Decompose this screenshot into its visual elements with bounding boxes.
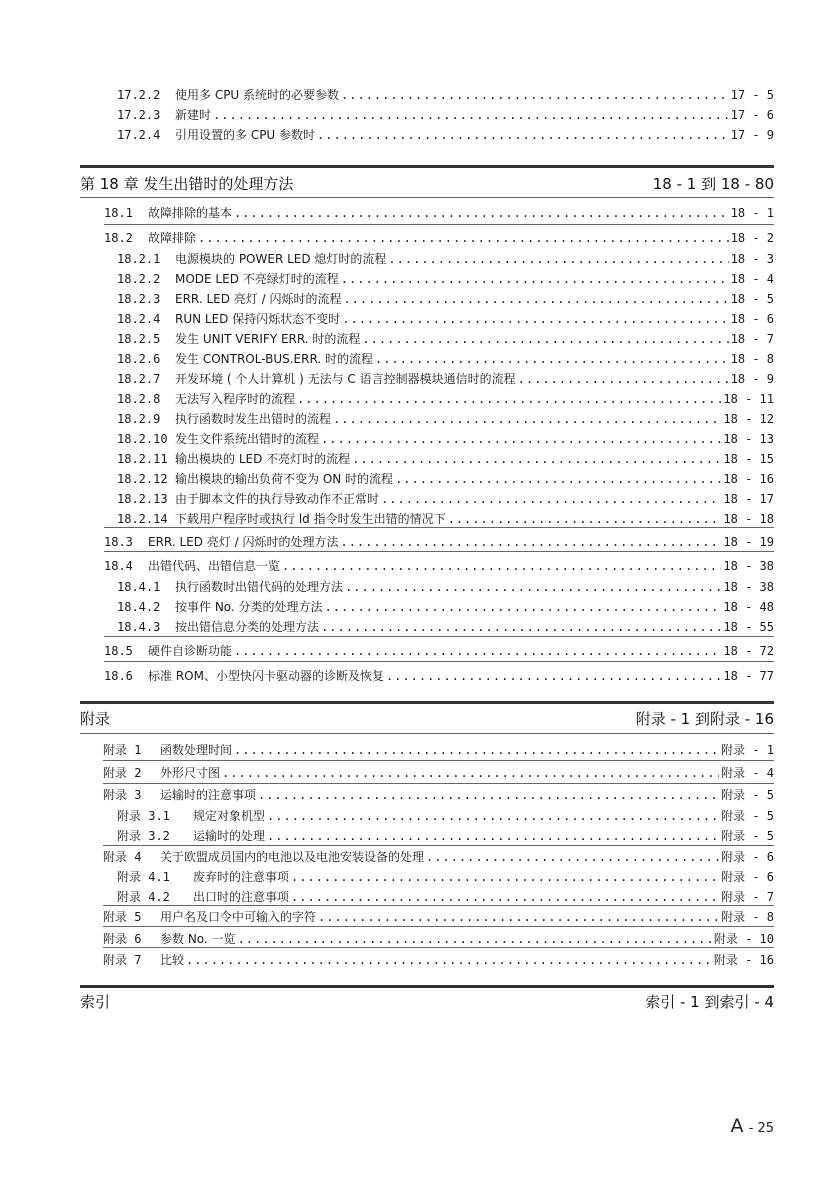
entry-title: 出错代码、出错信息一览 — [148, 559, 281, 573]
leader-dots — [448, 512, 722, 526]
entry-page: 18 - 3 — [730, 252, 774, 266]
leader-dots — [341, 272, 729, 286]
entry-title: 废弃时的注意事项 — [193, 870, 290, 884]
toc-entry-18-2-5[interactable] — [117, 330, 774, 347]
entry-page: 附录 - 16 — [713, 953, 774, 967]
entry-title: 故障排除 — [148, 231, 197, 245]
toc-entry-appendix-3-2[interactable] — [117, 827, 774, 844]
divider — [103, 783, 774, 784]
chapter-rule — [80, 701, 774, 704]
leader-dots — [518, 372, 729, 386]
entry-title: 参数 No. 一览 — [160, 932, 236, 946]
entry-title: 无法写入程序时的流程 — [175, 392, 296, 406]
leader-dots — [333, 412, 721, 426]
entry-page: 18 - 55 — [723, 620, 774, 634]
page-number — [731, 1115, 774, 1137]
entry-number: 18.2.1 — [117, 252, 161, 266]
toc-entry-appendix-3-1[interactable] — [117, 807, 774, 824]
entry-title: 用户名及口令中可输入的字符 — [160, 910, 317, 924]
entry-page: 18 - 17 — [723, 492, 774, 506]
leader-dots — [213, 108, 729, 122]
divider — [103, 926, 774, 927]
divider — [103, 947, 774, 948]
entry-title: 新建时 — [175, 108, 212, 122]
entry-page: 附录 - 5 — [721, 829, 774, 843]
leader-dots — [198, 231, 729, 245]
entry-page: 18 - 8 — [730, 352, 774, 366]
chapter-rule — [80, 165, 774, 168]
entry-number: 18.6 — [104, 669, 133, 683]
entry-number: 18.2.8 — [117, 392, 161, 406]
leader-dots — [343, 292, 728, 306]
leader-dots — [297, 392, 721, 406]
page-num: - 25 — [748, 1121, 774, 1136]
toc-entry-18-2-8[interactable] — [117, 390, 774, 407]
entry-number: 附录 6 — [103, 932, 142, 946]
entry-title: 函数处理时间 — [160, 743, 233, 757]
entry-page: 18 - 48 — [723, 600, 774, 614]
entry-number: 18.2.10 — [117, 432, 168, 446]
entry-number: 附录 4 — [103, 850, 142, 864]
leader-dots — [375, 352, 729, 366]
leader-dots — [325, 600, 722, 614]
leader-dots — [317, 128, 729, 142]
entry-title: 硬件自诊断功能 — [148, 644, 233, 658]
leader-dots — [352, 452, 721, 466]
entry-number: 附录 3 — [103, 788, 142, 802]
divider — [104, 551, 774, 552]
divider — [103, 845, 774, 846]
index-pages: 索引 - 1 到索引 - 4 — [645, 993, 774, 1011]
leader-dots — [388, 252, 728, 266]
entry-number: 18.4.1 — [117, 580, 161, 594]
entry-number: 18.5 — [104, 644, 133, 658]
entry-page: 18 - 7 — [730, 332, 774, 346]
entry-page: 附录 - 5 — [721, 809, 774, 823]
divider — [104, 224, 774, 225]
entry-title: 运输时的处理 — [193, 829, 266, 843]
toc-entry-18-2[interactable] — [104, 229, 774, 246]
toc-entry-18-4-2[interactable] — [117, 598, 774, 615]
toc-entry-17-2-4[interactable] — [117, 126, 774, 143]
entry-number: 附录 5 — [103, 910, 142, 924]
entry-number: 附录 2 — [103, 766, 142, 780]
entry-number: 18.2.2 — [117, 272, 161, 286]
appendix-pages: 附录 - 1 到附录 - 16 — [635, 710, 774, 728]
entry-number: 18.2.7 — [117, 372, 161, 386]
leader-dots — [321, 620, 721, 634]
leader-dots — [238, 932, 712, 946]
entry-number: 18.2.4 — [117, 312, 161, 326]
leader-dots — [395, 472, 721, 486]
leader-dots — [186, 953, 712, 967]
entry-title: 下载用户程序时或执行 ld 指令时发生出错的情况下 — [175, 512, 446, 526]
entry-page: 附录 - 1 — [721, 743, 774, 757]
entry-page: 18 - 12 — [723, 412, 774, 426]
leader-dots — [340, 535, 721, 549]
entry-number: 18.2.12 — [117, 472, 168, 486]
entry-number: 17.2.2 — [117, 88, 161, 102]
toc-entry-appendix-4[interactable] — [103, 848, 774, 865]
entry-title: 开发环境 ( 个人计算机 ) 无法与 C 语言控制器模块通信时的流程 — [175, 372, 516, 386]
toc-entry-appendix-1[interactable] — [103, 741, 774, 758]
toc-entry-18-4-3[interactable] — [117, 618, 774, 635]
entry-number: 18.2.13 — [117, 492, 168, 506]
leader-dots — [234, 743, 719, 757]
toc-entry-18-1[interactable] — [104, 204, 774, 221]
leader-dots — [258, 788, 719, 802]
entry-title: 输出模块的输出负荷不变为 ON 时的流程 — [175, 472, 394, 486]
entry-number: 附录 3.1 — [117, 809, 170, 823]
leader-dots — [381, 492, 721, 506]
entry-title: 由于脚本文件的执行导致动作不正常时 — [175, 492, 380, 506]
entry-number: 18.2.3 — [117, 292, 161, 306]
entry-number: 附录 4.1 — [117, 870, 170, 884]
toc-entry-18-4-1[interactable] — [117, 578, 774, 595]
chapter-pages: 18 - 1 到 18 - 80 — [652, 175, 774, 193]
divider — [104, 636, 774, 637]
leader-dots — [222, 766, 719, 780]
entry-title: 使用多 CPU 系统时的必要参数 — [175, 88, 340, 102]
entry-title: 比较 — [160, 953, 185, 967]
divider — [103, 905, 774, 906]
toc-entry-appendix-5[interactable] — [103, 908, 774, 925]
entry-page: 附录 - 7 — [721, 890, 774, 904]
chapter-18-heading[interactable] — [80, 173, 774, 194]
toc-entry-appendix-3[interactable] — [103, 786, 774, 803]
entry-page: 17 - 9 — [730, 128, 774, 142]
leader-dots — [426, 850, 719, 864]
toc-entry-18-2-4[interactable] — [117, 310, 774, 327]
entry-page: 18 - 6 — [730, 312, 774, 326]
entry-page: 附录 - 6 — [721, 870, 774, 884]
entry-page: 18 - 2 — [730, 231, 774, 245]
leader-dots — [341, 88, 729, 102]
toc-entry-18-2-11[interactable] — [117, 450, 774, 467]
entry-page: 18 - 13 — [723, 432, 774, 446]
toc-entry-18-3[interactable] — [104, 533, 774, 550]
toc-entry-18-2-1[interactable] — [117, 250, 774, 267]
toc-entry-appendix-4-2[interactable] — [117, 888, 774, 905]
entry-title: 关于欧盟成员国内的电池以及电池安装设备的处理 — [160, 850, 425, 864]
entry-title: 按出错信息分类的处理方法 — [175, 620, 320, 634]
index-heading[interactable] — [80, 991, 774, 1012]
entry-number: 18.2.6 — [117, 352, 161, 366]
entry-number: 附录 4.2 — [117, 890, 170, 904]
index-title: 索引 — [80, 993, 111, 1011]
entry-page: 18 - 18 — [723, 512, 774, 526]
entry-number: 18.2.5 — [117, 332, 161, 346]
chapter-rule — [80, 985, 774, 988]
entry-page: 18 - 72 — [723, 644, 774, 658]
entry-page: 附录 - 5 — [721, 788, 774, 802]
entry-number: 18.4.2 — [117, 600, 161, 614]
toc-entry-18-2-9[interactable] — [117, 410, 774, 427]
toc-entry-18-6[interactable] — [104, 667, 774, 684]
page-letter: A — [730, 1115, 744, 1137]
entry-number: 18.2.14 — [117, 512, 168, 526]
divider — [80, 197, 774, 198]
entry-page: 18 - 11 — [723, 392, 774, 406]
entry-number: 附录 1 — [103, 743, 142, 757]
entry-page: 18 - 4 — [730, 272, 774, 286]
leader-dots — [267, 829, 719, 843]
leader-dots — [345, 580, 721, 594]
entry-title: 发生文件系统出错时的流程 — [175, 432, 320, 446]
entry-number: 17.2.3 — [117, 108, 161, 122]
divider — [103, 760, 774, 761]
entry-page: 18 - 16 — [723, 472, 774, 486]
entry-title: 执行函数时发生出错时的流程 — [175, 412, 332, 426]
entry-title: MODE LED 不亮绿灯时的流程 — [175, 272, 339, 286]
entry-number: 17.2.4 — [117, 128, 161, 142]
entry-page: 18 - 77 — [723, 669, 774, 683]
entry-number: 附录 7 — [103, 953, 142, 967]
leader-dots — [386, 669, 721, 683]
entry-title: 外形尺寸图 — [160, 766, 221, 780]
toc-entry-18-2-14[interactable] — [117, 510, 774, 527]
toc-entry-17-2-2[interactable] — [117, 86, 774, 103]
leader-dots — [342, 312, 728, 326]
leader-dots — [291, 890, 719, 904]
entry-title: 出口时的注意事项 — [193, 890, 290, 904]
entry-page: 附录 - 8 — [721, 910, 774, 924]
leader-dots — [234, 206, 729, 220]
entry-title: 引用设置的多 CPU 参数时 — [175, 128, 316, 142]
entry-title: 运输时的注意事项 — [160, 788, 257, 802]
leader-dots — [234, 644, 721, 658]
leader-dots — [282, 559, 721, 573]
entry-number: 18.4.3 — [117, 620, 161, 634]
entry-title: RUN LED 保持闪烁状态不变时 — [175, 312, 341, 326]
entry-title: ERR. LED 亮灯 / 闪烁时的处理方法 — [148, 535, 339, 549]
toc-entry-18-2-13[interactable] — [117, 490, 774, 507]
leader-dots — [321, 432, 721, 446]
entry-title: 发生 UNIT VERIFY ERR. 时的流程 — [175, 332, 361, 346]
toc-entry-18-5[interactable] — [104, 642, 774, 659]
entry-title: 发生 CONTROL-BUS.ERR. 时的流程 — [175, 352, 374, 366]
leader-dots — [291, 870, 719, 884]
entry-number: 18.1 — [104, 206, 133, 220]
entry-page: 附录 - 4 — [721, 766, 774, 780]
entry-number: 18.2.11 — [117, 452, 168, 466]
entry-page: 18 - 38 — [723, 559, 774, 573]
leader-dots — [362, 332, 728, 346]
chapter-title: 第 18 章 发生出错时的处理方法 — [80, 175, 294, 193]
entry-number: 18.3 — [104, 535, 133, 549]
appendix-heading[interactable] — [80, 708, 774, 729]
toc-entry-appendix-6[interactable] — [103, 930, 774, 947]
divider — [104, 661, 774, 662]
entry-number: 18.2 — [104, 231, 133, 245]
toc-entry-18-2-12[interactable] — [117, 470, 774, 487]
entry-page: 17 - 6 — [730, 108, 774, 122]
appendix-title: 附录 — [80, 710, 111, 728]
entry-number: 18.4 — [104, 559, 133, 573]
entry-number: 附录 3.2 — [117, 829, 170, 843]
entry-page: 18 - 9 — [730, 372, 774, 386]
toc-entry-appendix-7[interactable] — [103, 951, 774, 968]
entry-page: 18 - 38 — [723, 580, 774, 594]
entry-title: 规定对象机型 — [193, 809, 266, 823]
leader-dots — [318, 910, 719, 924]
entry-page: 18 - 15 — [723, 452, 774, 466]
divider — [104, 527, 774, 528]
toc-entry-18-2-6[interactable] — [117, 350, 774, 367]
entry-page: 17 - 5 — [730, 88, 774, 102]
entry-title: 按事件 No. 分类的处理方法 — [175, 600, 323, 614]
entry-title: 标准 ROM、小型快闪卡驱动器的诊断及恢复 — [148, 669, 384, 683]
leader-dots — [267, 809, 719, 823]
entry-title: 故障排除的基本 — [148, 206, 233, 220]
entry-page: 18 - 1 — [730, 206, 774, 220]
toc-entry-appendix-4-1[interactable] — [117, 868, 774, 885]
entry-title: 电源模块的 POWER LED 熄灯时的流程 — [175, 252, 387, 266]
toc-entry-18-2-3[interactable] — [117, 290, 774, 307]
entry-page: 18 - 5 — [730, 292, 774, 306]
toc-entry-appendix-2[interactable] — [103, 764, 774, 781]
entry-title: 输出模块的 LED 不亮灯时的流程 — [175, 452, 351, 466]
entry-page: 附录 - 6 — [721, 850, 774, 864]
toc-entry-18-2-7[interactable] — [117, 370, 774, 387]
toc-entry-18-4[interactable] — [104, 557, 774, 574]
entry-number: 18.2.9 — [117, 412, 161, 426]
toc-entry-18-2-10[interactable] — [117, 430, 774, 447]
toc-entry-17-2-3[interactable] — [117, 106, 774, 123]
toc-entry-18-2-2[interactable] — [117, 270, 774, 287]
entry-title: 执行函数时出错代码的处理方法 — [175, 580, 344, 594]
entry-page: 附录 - 10 — [713, 932, 774, 946]
entry-page: 18 - 19 — [723, 535, 774, 549]
entry-title: ERR. LED 亮灯 / 闪烁时的流程 — [175, 292, 342, 306]
divider — [80, 733, 774, 734]
